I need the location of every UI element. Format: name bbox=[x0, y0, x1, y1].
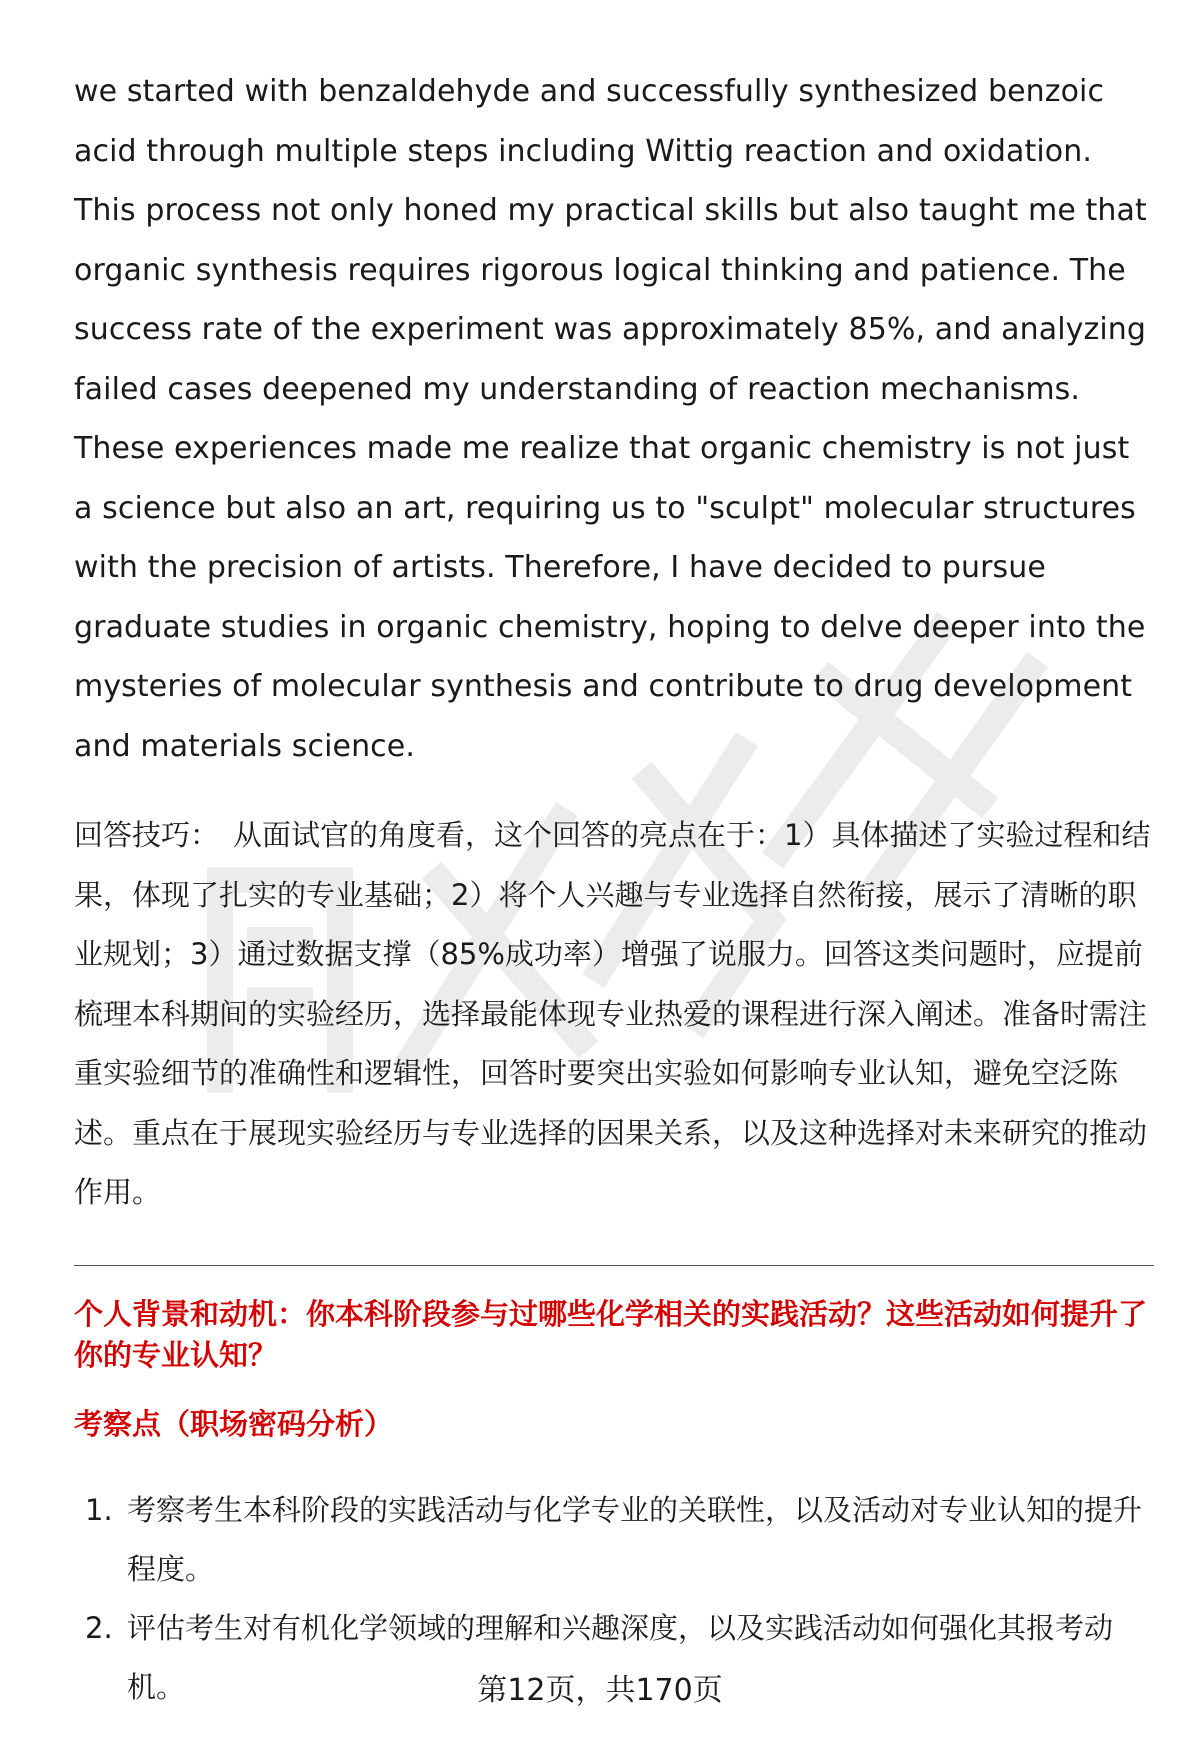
answer-tip-label: 回答技巧： bbox=[74, 818, 220, 852]
list-item bbox=[74, 1481, 1154, 1599]
analysis-subheading: 考察点（职场密码分析） bbox=[74, 1406, 394, 1441]
section-divider bbox=[74, 1265, 1154, 1266]
page-number-footer: 第12页，共170页 bbox=[477, 1673, 723, 1708]
document-page bbox=[74, 62, 1154, 1717]
answer-tip-text: 从面试官的角度看，这个回答的亮点在于：1）具体描述了实验过程和结果，体现了扎实的专业基础；2）将个人兴趣与专业选择自然衔接，展示了清晰的职业规划；3）通过数据支撑（85%成功率）增强了说服力。回答这类问题时，应提前梳理本科期间的实验经历，选择最能体现专业热爱的课程进行深入阐述。准备时需注重实验细节的准确性和逻辑性，回答时要突出实验如何影响专业认知，避免空泛陈述。重点在于展现实验经历与专业选择的因果关系，以及这种选择对未来研究的推动作用。 bbox=[74, 818, 1151, 1209]
list-item-text: 评估考生对有机化学领域的理解和兴趣深度，以及实践活动如何强化其报考动机。 bbox=[127, 1610, 1114, 1704]
list-item-text: 考察考生本科阶段的实践活动与化学专业的关联性，以及活动对专业认知的提升程度。 bbox=[127, 1492, 1143, 1586]
answer-paragraph: we started with benzaldehyde and successfully synthesized benzoic acid through multiple steps including Wittig reaction and oxidation. This process not only honed my practical skills but also taught me that organic synthesis requires rigorous logical thinking and patience. The success rate of the experiment was approximately 85%, and analyzing failed cases deepened my understanding of reaction mechanisms. These experiences made me realize that organic chemistry is not just a science but also an art, requiring us to "sculpt" molecular structures with the precision of artists. Therefore, I have decided to pursue graduate studies in organic chemistry, hoping to delve deeper into the mysteries of molecular synthesis and contribute to drug development and materials science. bbox=[74, 74, 1147, 764]
question-heading: 个人背景和动机：你本科阶段参与过哪些化学相关的实践活动？这些活动如何提升了你的专业认知？ bbox=[74, 1296, 1148, 1372]
answer-tip-paragraph bbox=[74, 806, 1154, 1223]
list-item-number: 1. bbox=[85, 1492, 113, 1527]
list-item-number: 2. bbox=[85, 1610, 113, 1645]
